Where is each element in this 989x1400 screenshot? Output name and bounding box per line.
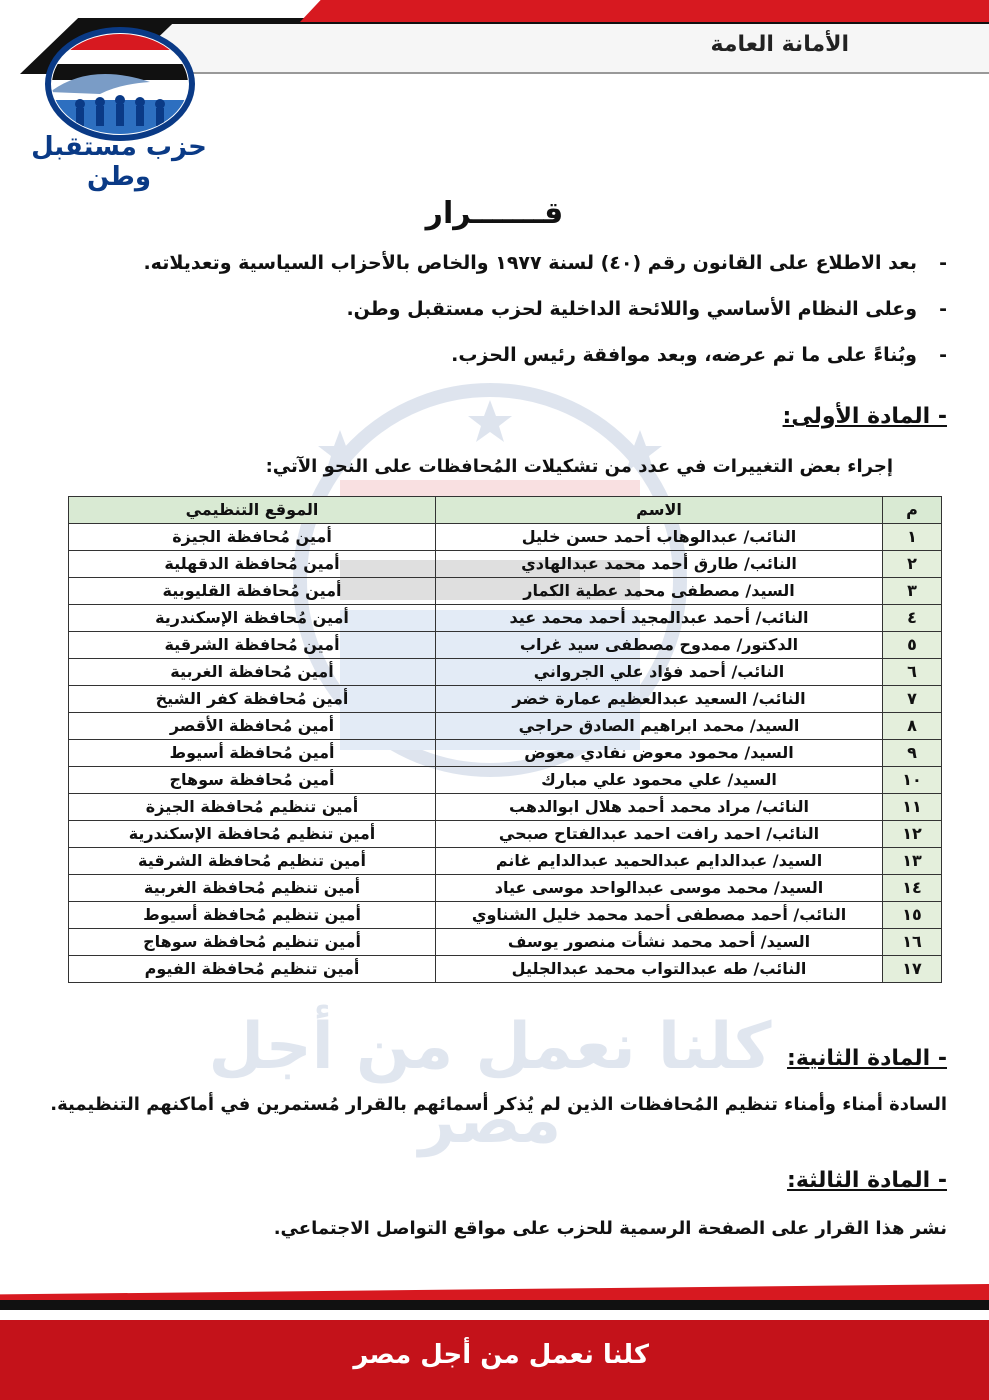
row-number: ١٧ (883, 956, 942, 983)
table-row (69, 632, 942, 659)
decree-title: قـــــــرار (425, 196, 564, 231)
row-name: السيد/ محمد موسى عبدالواحد موسى عياد (436, 875, 883, 902)
row-number: ٩ (883, 740, 942, 767)
preamble (67, 248, 947, 386)
row-name: النائب/ أحمد فؤاد علي الجرواني (436, 659, 883, 686)
article-1-intro: إجراء بعض التغييرات في عدد من تشكيلات المُحافظات على النحو الآتي: (265, 456, 893, 477)
footer-black-stripe (0, 1300, 989, 1310)
footer-slogan: كلنا نعمل من أجل مصر (353, 1340, 649, 1370)
table-body (69, 524, 942, 983)
row-name: النائب/ طارق أحمد محمد عبدالهادي (436, 551, 883, 578)
table-row (69, 659, 942, 686)
row-name: السيد/ علي محمود علي مبارك (436, 767, 883, 794)
bullet-dash: - (939, 252, 947, 274)
table-row (69, 929, 942, 956)
row-number: ٢ (883, 551, 942, 578)
table-row (69, 956, 942, 983)
article-3-body: نشر هذا القرار على الصفحة الرسمية للحزب على مواقع التواصل الاجتماعي. (273, 1218, 947, 1239)
row-number: ٣ (883, 578, 942, 605)
article-2-heading: - المادة الثانية: (787, 1046, 947, 1071)
row-name: السيد/ مصطفى محمد عطية الكمار (436, 578, 883, 605)
row-number: ١ (883, 524, 942, 551)
row-number: ١٦ (883, 929, 942, 956)
preamble-text: بعد الاطلاع على القانون رقم (٤٠) لسنة ١٩٧٧ والخاص بالأحزاب السياسية وتعديلاته. (143, 252, 917, 274)
col-header-position: الموقع التنظيمي (69, 497, 436, 524)
row-number: ١٠ (883, 767, 942, 794)
table-row (69, 686, 942, 713)
preamble-line (67, 294, 947, 340)
row-number: ٦ (883, 659, 942, 686)
row-position: أمين مُحافظة الجيزة (69, 524, 436, 551)
row-position: أمين تنظيم مُحافظة الشرقية (69, 848, 436, 875)
row-position: أمين تنظيم مُحافظة الفيوم (69, 956, 436, 983)
row-position: أمين مُحافظة سوهاج (69, 767, 436, 794)
row-name: السيد/ عبدالدايم عبدالحميد عبدالدايم غانم (436, 848, 883, 875)
header-section-title: الأمانة العامة (710, 32, 849, 57)
table-row (69, 875, 942, 902)
row-position: أمين تنظيم مُحافظة الإسكندرية (69, 821, 436, 848)
row-name: النائب/ احمد رافت احمد عبدالفتاح صبحي (436, 821, 883, 848)
row-number: ٥ (883, 632, 942, 659)
table-row (69, 902, 942, 929)
preamble-text: وعلى النظام الأساسي واللائحة الداخلية لحزب مستقبل وطن. (346, 298, 917, 320)
row-name: النائب/ السعيد عبدالعظيم عمارة خضر (436, 686, 883, 713)
row-position: أمين تنظيم مُحافظة الغربية (69, 875, 436, 902)
row-number: ٨ (883, 713, 942, 740)
col-header-name: الاسم (436, 497, 883, 524)
article-1-heading: - المادة الأولى: (782, 404, 947, 429)
row-position: أمين مُحافظة الأقصر (69, 713, 436, 740)
table-row (69, 848, 942, 875)
row-name: النائب/ أحمد مصطفى أحمد محمد خليل الشناوي (436, 902, 883, 929)
table-row (69, 551, 942, 578)
preamble-text: وبُناءً على ما تم عرضه، وبعد موافقة رئيس الحزب. (451, 344, 917, 366)
row-number: ١٣ (883, 848, 942, 875)
row-name: السيد/ محمود معوض نفادي معوض (436, 740, 883, 767)
header-white-band (120, 24, 989, 74)
header-red-stripe (300, 0, 989, 22)
row-name: النائب/ أحمد عبدالمجيد أحمد محمد عيد (436, 605, 883, 632)
article-3-heading: - المادة الثالثة: (787, 1168, 947, 1193)
row-number: ١٤ (883, 875, 942, 902)
row-position: أمين مُحافظة الإسكندرية (69, 605, 436, 632)
row-name: النائب/ عبدالوهاب أحمد حسن خليل (436, 524, 883, 551)
table-row (69, 713, 942, 740)
row-name: النائب/ مراد محمد أحمد هلال ابوالدهب (436, 794, 883, 821)
row-number: ١٥ (883, 902, 942, 929)
row-name: السيد/ محمد ابراهيم الصادق حراجي (436, 713, 883, 740)
row-position: أمين مُحافظة الشرقية (69, 632, 436, 659)
table-header-row (69, 497, 942, 524)
row-number: ١٢ (883, 821, 942, 848)
row-position: أمين مُحافظة الغربية (69, 659, 436, 686)
table-row (69, 821, 942, 848)
row-position: أمين مُحافظة الدقهلية (69, 551, 436, 578)
row-number: ١١ (883, 794, 942, 821)
row-position: أمين تنظيم مُحافظة سوهاج (69, 929, 436, 956)
row-name: النائب/ طه عبدالتواب محمد عبدالجليل (436, 956, 883, 983)
table-row (69, 794, 942, 821)
row-number: ٧ (883, 686, 942, 713)
bullet-dash: - (939, 298, 947, 320)
col-header-num: م (883, 497, 942, 524)
row-position: أمين مُحافظة القليوبية (69, 578, 436, 605)
article-2-body: السادة أمناء وأمناء تنظيم المُحافظات الذين لم يُذكر أسمائهم بالقرار مُستمرين في أماكنهم التنظيمية. (50, 1094, 947, 1115)
bullet-dash: - (939, 344, 947, 366)
row-position: أمين مُحافظة كفر الشيخ (69, 686, 436, 713)
watermark-slogan: كلنا نعمل من أجل مصر (208, 1010, 772, 1158)
row-position: أمين مُحافظة أسيوط (69, 740, 436, 767)
table-row (69, 740, 942, 767)
row-name: السيد/ أحمد محمد نشأت منصور يوسف (436, 929, 883, 956)
row-number: ٤ (883, 605, 942, 632)
preamble-line (67, 340, 947, 386)
table-row (69, 578, 942, 605)
row-position: أمين تنظيم مُحافظة الجيزة (69, 794, 436, 821)
party-logo-text: حزب مستقبل وطن (31, 132, 207, 192)
preamble-line (67, 248, 947, 294)
row-position: أمين تنظيم مُحافظة أسيوط (69, 902, 436, 929)
row-name: الدكتور/ ممدوح مصطفى سيد غراب (436, 632, 883, 659)
changes-table (68, 496, 942, 983)
table-row (69, 524, 942, 551)
table-row (69, 767, 942, 794)
table-row (69, 605, 942, 632)
